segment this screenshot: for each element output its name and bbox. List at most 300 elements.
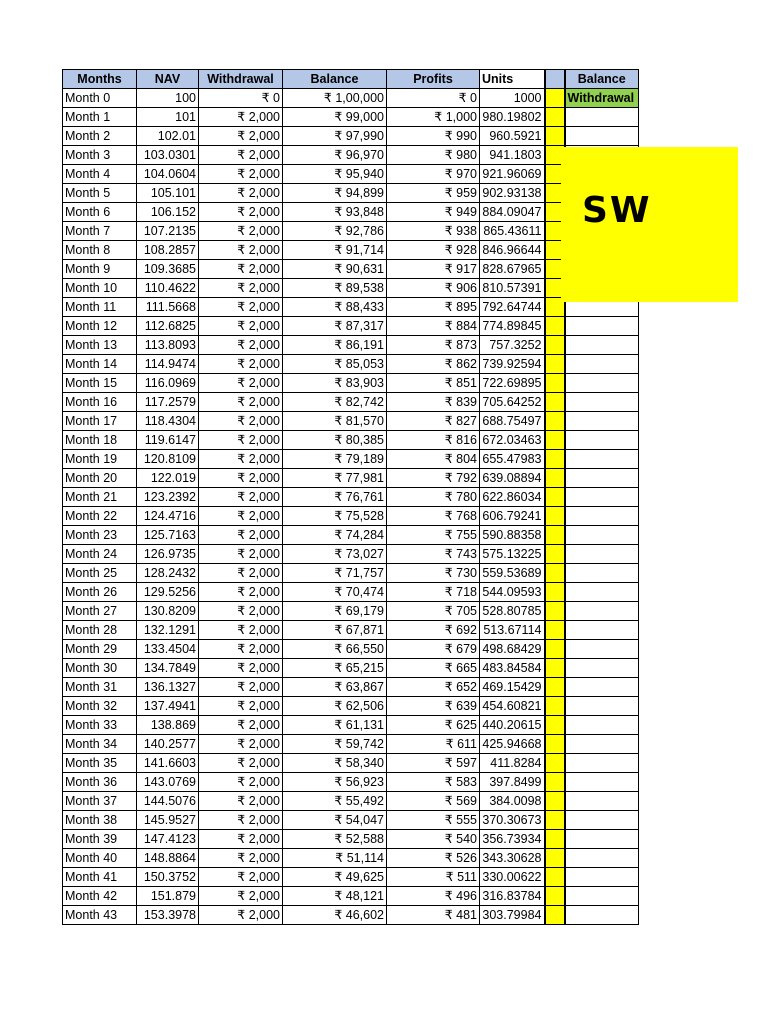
cell-nav[interactable]: 124.4716	[137, 507, 199, 526]
cell-profits[interactable]: ₹ 639	[387, 697, 480, 716]
cell-balance[interactable]: ₹ 61,131	[283, 716, 387, 735]
cell-balance[interactable]: ₹ 87,317	[283, 317, 387, 336]
cell-empty[interactable]	[565, 887, 639, 906]
cell-month[interactable]: Month 35	[63, 754, 137, 773]
cell-month[interactable]: Month 5	[63, 184, 137, 203]
cell-empty[interactable]	[565, 773, 639, 792]
cell-withdrawal[interactable]: ₹ 2,000	[199, 203, 283, 222]
cell-withdrawal[interactable]: ₹ 2,000	[199, 450, 283, 469]
cell-units[interactable]: 980.19802	[480, 108, 545, 127]
separator-column-cell[interactable]	[545, 735, 565, 754]
cell-withdrawal[interactable]: ₹ 2,000	[199, 735, 283, 754]
cell-balance[interactable]: ₹ 63,867	[283, 678, 387, 697]
cell-withdrawal[interactable]: ₹ 2,000	[199, 412, 283, 431]
cell-withdrawal[interactable]: ₹ 2,000	[199, 659, 283, 678]
cell-units[interactable]: 774.89845	[480, 317, 545, 336]
cell-empty[interactable]	[565, 336, 639, 355]
cell-nav[interactable]: 148.8864	[137, 849, 199, 868]
separator-column-cell[interactable]	[545, 697, 565, 716]
cell-month[interactable]: Month 34	[63, 735, 137, 754]
cell-empty[interactable]	[565, 431, 639, 450]
cell-withdrawal[interactable]: ₹ 2,000	[199, 887, 283, 906]
cell-withdrawal[interactable]: ₹ 2,000	[199, 545, 283, 564]
cell-empty[interactable]	[565, 621, 639, 640]
cell-empty[interactable]	[565, 108, 639, 127]
cell-month[interactable]: Month 7	[63, 222, 137, 241]
cell-units[interactable]: 846.96644	[480, 241, 545, 260]
cell-nav[interactable]: 143.0769	[137, 773, 199, 792]
cell-empty[interactable]	[565, 583, 639, 602]
cell-units[interactable]: 411.8284	[480, 754, 545, 773]
separator-column-cell[interactable]	[545, 488, 565, 507]
cell-profits[interactable]: ₹ 792	[387, 469, 480, 488]
separator-column-cell[interactable]	[545, 906, 565, 925]
cell-nav[interactable]: 113.8093	[137, 336, 199, 355]
cell-balance[interactable]: ₹ 48,121	[283, 887, 387, 906]
cell-balance[interactable]: ₹ 97,990	[283, 127, 387, 146]
cell-nav[interactable]: 109.3685	[137, 260, 199, 279]
cell-profits[interactable]: ₹ 816	[387, 431, 480, 450]
cell-empty[interactable]	[565, 317, 639, 336]
cell-nav[interactable]: 129.5256	[137, 583, 199, 602]
cell-profits[interactable]: ₹ 949	[387, 203, 480, 222]
cell-balance[interactable]: ₹ 99,000	[283, 108, 387, 127]
cell-balance[interactable]: ₹ 49,625	[283, 868, 387, 887]
header-balance[interactable]: Balance	[283, 70, 387, 89]
cell-balance[interactable]: ₹ 96,970	[283, 146, 387, 165]
cell-nav[interactable]: 103.0301	[137, 146, 199, 165]
side-label-withdrawal[interactable]: Withdrawal	[565, 89, 639, 108]
cell-balance[interactable]: ₹ 80,385	[283, 431, 387, 450]
cell-units[interactable]: 513.67114	[480, 621, 545, 640]
cell-balance[interactable]: ₹ 67,871	[283, 621, 387, 640]
cell-withdrawal[interactable]: ₹ 2,000	[199, 602, 283, 621]
cell-balance[interactable]: ₹ 66,550	[283, 640, 387, 659]
cell-month[interactable]: Month 39	[63, 830, 137, 849]
cell-balance[interactable]: ₹ 52,588	[283, 830, 387, 849]
cell-nav[interactable]: 110.4622	[137, 279, 199, 298]
cell-balance[interactable]: ₹ 91,714	[283, 241, 387, 260]
cell-profits[interactable]: ₹ 597	[387, 754, 480, 773]
cell-month[interactable]: Month 13	[63, 336, 137, 355]
separator-column-cell[interactable]	[545, 450, 565, 469]
cell-profits[interactable]: ₹ 511	[387, 868, 480, 887]
cell-profits[interactable]: ₹ 906	[387, 279, 480, 298]
cell-month[interactable]: Month 15	[63, 374, 137, 393]
cell-profits[interactable]: ₹ 718	[387, 583, 480, 602]
cell-nav[interactable]: 137.4941	[137, 697, 199, 716]
cell-profits[interactable]: ₹ 851	[387, 374, 480, 393]
cell-month[interactable]: Month 6	[63, 203, 137, 222]
cell-balance[interactable]: ₹ 55,492	[283, 792, 387, 811]
cell-nav[interactable]: 111.5668	[137, 298, 199, 317]
cell-balance[interactable]: ₹ 46,602	[283, 906, 387, 925]
cell-profits[interactable]: ₹ 583	[387, 773, 480, 792]
cell-month[interactable]: Month 18	[63, 431, 137, 450]
cell-profits[interactable]: ₹ 0	[387, 89, 480, 108]
cell-withdrawal[interactable]: ₹ 2,000	[199, 868, 283, 887]
cell-balance[interactable]: ₹ 54,047	[283, 811, 387, 830]
cell-empty[interactable]	[565, 716, 639, 735]
cell-month[interactable]: Month 43	[63, 906, 137, 925]
cell-balance[interactable]: ₹ 70,474	[283, 583, 387, 602]
cell-profits[interactable]: ₹ 862	[387, 355, 480, 374]
cell-empty[interactable]	[565, 602, 639, 621]
separator-column-cell[interactable]	[545, 640, 565, 659]
cell-balance[interactable]: ₹ 75,528	[283, 507, 387, 526]
cell-month[interactable]: Month 24	[63, 545, 137, 564]
cell-nav[interactable]: 147.4123	[137, 830, 199, 849]
cell-units[interactable]: 902.93138	[480, 184, 545, 203]
cell-units[interactable]: 722.69895	[480, 374, 545, 393]
cell-balance[interactable]: ₹ 51,114	[283, 849, 387, 868]
cell-nav[interactable]: 123.2392	[137, 488, 199, 507]
cell-profits[interactable]: ₹ 980	[387, 146, 480, 165]
cell-nav[interactable]: 125.7163	[137, 526, 199, 545]
separator-column-cell[interactable]	[545, 431, 565, 450]
side-label-balance[interactable]: Balance	[565, 70, 639, 89]
cell-units[interactable]: 1000	[480, 89, 545, 108]
cell-units[interactable]: 528.80785	[480, 602, 545, 621]
cell-month[interactable]: Month 1	[63, 108, 137, 127]
cell-withdrawal[interactable]: ₹ 2,000	[199, 507, 283, 526]
cell-units[interactable]: 440.20615	[480, 716, 545, 735]
cell-withdrawal[interactable]: ₹ 2,000	[199, 640, 283, 659]
cell-units[interactable]: 622.86034	[480, 488, 545, 507]
separator-column-cell[interactable]	[545, 412, 565, 431]
separator-column-cell[interactable]	[545, 564, 565, 583]
cell-units[interactable]: 688.75497	[480, 412, 545, 431]
cell-units[interactable]: 865.43611	[480, 222, 545, 241]
cell-empty[interactable]	[565, 906, 639, 925]
cell-withdrawal[interactable]: ₹ 2,000	[199, 222, 283, 241]
cell-balance[interactable]: ₹ 58,340	[283, 754, 387, 773]
cell-units[interactable]: 498.68429	[480, 640, 545, 659]
cell-empty[interactable]	[565, 127, 639, 146]
cell-withdrawal[interactable]: ₹ 2,000	[199, 469, 283, 488]
cell-profits[interactable]: ₹ 679	[387, 640, 480, 659]
cell-nav[interactable]: 150.3752	[137, 868, 199, 887]
cell-withdrawal[interactable]: ₹ 2,000	[199, 488, 283, 507]
cell-balance[interactable]: ₹ 90,631	[283, 260, 387, 279]
cell-units[interactable]: 469.15429	[480, 678, 545, 697]
cell-withdrawal[interactable]: ₹ 2,000	[199, 336, 283, 355]
cell-month[interactable]: Month 28	[63, 621, 137, 640]
separator-column-cell[interactable]	[545, 830, 565, 849]
cell-nav[interactable]: 133.4504	[137, 640, 199, 659]
cell-balance[interactable]: ₹ 59,742	[283, 735, 387, 754]
cell-profits[interactable]: ₹ 743	[387, 545, 480, 564]
cell-balance[interactable]: ₹ 62,506	[283, 697, 387, 716]
cell-empty[interactable]	[565, 678, 639, 697]
cell-withdrawal[interactable]: ₹ 2,000	[199, 830, 283, 849]
cell-month[interactable]: Month 31	[63, 678, 137, 697]
cell-units[interactable]: 757.3252	[480, 336, 545, 355]
cell-withdrawal[interactable]: ₹ 2,000	[199, 431, 283, 450]
cell-profits[interactable]: ₹ 625	[387, 716, 480, 735]
cell-balance[interactable]: ₹ 94,899	[283, 184, 387, 203]
cell-balance[interactable]: ₹ 76,761	[283, 488, 387, 507]
cell-profits[interactable]: ₹ 526	[387, 849, 480, 868]
header-profits[interactable]: Profits	[387, 70, 480, 89]
cell-balance[interactable]: ₹ 86,191	[283, 336, 387, 355]
cell-units[interactable]: 705.64252	[480, 393, 545, 412]
cell-withdrawal[interactable]: ₹ 2,000	[199, 241, 283, 260]
cell-empty[interactable]	[565, 849, 639, 868]
header-units[interactable]: Units	[480, 70, 545, 89]
cell-units[interactable]: 356.73934	[480, 830, 545, 849]
cell-profits[interactable]: ₹ 665	[387, 659, 480, 678]
cell-withdrawal[interactable]: ₹ 2,000	[199, 184, 283, 203]
cell-nav[interactable]: 153.3978	[137, 906, 199, 925]
cell-units[interactable]: 739.92594	[480, 355, 545, 374]
cell-profits[interactable]: ₹ 755	[387, 526, 480, 545]
cell-profits[interactable]: ₹ 496	[387, 887, 480, 906]
cell-nav[interactable]: 101	[137, 108, 199, 127]
cell-units[interactable]: 921.96069	[480, 165, 545, 184]
cell-withdrawal[interactable]: ₹ 2,000	[199, 678, 283, 697]
cell-profits[interactable]: ₹ 540	[387, 830, 480, 849]
cell-empty[interactable]	[565, 450, 639, 469]
cell-empty[interactable]	[565, 697, 639, 716]
separator-column-cell[interactable]	[545, 317, 565, 336]
cell-nav[interactable]: 138.869	[137, 716, 199, 735]
separator-column-cell[interactable]	[545, 773, 565, 792]
cell-withdrawal[interactable]: ₹ 2,000	[199, 697, 283, 716]
cell-nav[interactable]: 102.01	[137, 127, 199, 146]
cell-units[interactable]: 960.5921	[480, 127, 545, 146]
cell-units[interactable]: 303.79984	[480, 906, 545, 925]
cell-balance[interactable]: ₹ 77,981	[283, 469, 387, 488]
cell-empty[interactable]	[565, 412, 639, 431]
cell-profits[interactable]: ₹ 884	[387, 317, 480, 336]
cell-withdrawal[interactable]: ₹ 2,000	[199, 773, 283, 792]
cell-month[interactable]: Month 30	[63, 659, 137, 678]
cell-month[interactable]: Month 42	[63, 887, 137, 906]
cell-nav[interactable]: 116.0969	[137, 374, 199, 393]
cell-nav[interactable]: 104.0604	[137, 165, 199, 184]
cell-profits[interactable]: ₹ 990	[387, 127, 480, 146]
cell-month[interactable]: Month 16	[63, 393, 137, 412]
cell-units[interactable]: 454.60821	[480, 697, 545, 716]
cell-profits[interactable]: ₹ 611	[387, 735, 480, 754]
cell-balance[interactable]: ₹ 71,757	[283, 564, 387, 583]
cell-units[interactable]: 810.57391	[480, 279, 545, 298]
cell-nav[interactable]: 122.019	[137, 469, 199, 488]
cell-units[interactable]: 884.09047	[480, 203, 545, 222]
separator-column-cell[interactable]	[545, 811, 565, 830]
cell-units[interactable]: 330.00622	[480, 868, 545, 887]
cell-units[interactable]: 316.83784	[480, 887, 545, 906]
cell-month[interactable]: Month 37	[63, 792, 137, 811]
separator-column-cell[interactable]	[545, 868, 565, 887]
separator-column-cell[interactable]	[545, 70, 565, 89]
cell-units[interactable]: 575.13225	[480, 545, 545, 564]
cell-month[interactable]: Month 40	[63, 849, 137, 868]
separator-column-cell[interactable]	[545, 469, 565, 488]
cell-month[interactable]: Month 11	[63, 298, 137, 317]
cell-empty[interactable]	[565, 792, 639, 811]
cell-withdrawal[interactable]: ₹ 2,000	[199, 754, 283, 773]
separator-column-cell[interactable]	[545, 127, 565, 146]
cell-month[interactable]: Month 14	[63, 355, 137, 374]
separator-column-cell[interactable]	[545, 393, 565, 412]
cell-month[interactable]: Month 27	[63, 602, 137, 621]
separator-column-cell[interactable]	[545, 336, 565, 355]
cell-month[interactable]: Month 0	[63, 89, 137, 108]
cell-nav[interactable]: 151.879	[137, 887, 199, 906]
cell-profits[interactable]: ₹ 827	[387, 412, 480, 431]
separator-column-cell[interactable]	[545, 374, 565, 393]
cell-empty[interactable]	[565, 374, 639, 393]
cell-profits[interactable]: ₹ 970	[387, 165, 480, 184]
cell-profits[interactable]: ₹ 569	[387, 792, 480, 811]
cell-nav[interactable]: 136.1327	[137, 678, 199, 697]
cell-withdrawal[interactable]: ₹ 2,000	[199, 811, 283, 830]
cell-withdrawal[interactable]: ₹ 2,000	[199, 108, 283, 127]
cell-withdrawal[interactable]: ₹ 2,000	[199, 146, 283, 165]
separator-column-cell[interactable]	[545, 355, 565, 374]
cell-nav[interactable]: 130.8209	[137, 602, 199, 621]
cell-units[interactable]: 672.03463	[480, 431, 545, 450]
cell-profits[interactable]: ₹ 481	[387, 906, 480, 925]
cell-month[interactable]: Month 23	[63, 526, 137, 545]
cell-withdrawal[interactable]: ₹ 2,000	[199, 526, 283, 545]
header-nav[interactable]: NAV	[137, 70, 199, 89]
cell-profits[interactable]: ₹ 873	[387, 336, 480, 355]
cell-balance[interactable]: ₹ 83,903	[283, 374, 387, 393]
cell-profits[interactable]: ₹ 938	[387, 222, 480, 241]
separator-column-cell[interactable]	[545, 792, 565, 811]
cell-profits[interactable]: ₹ 959	[387, 184, 480, 203]
cell-empty[interactable]	[565, 545, 639, 564]
cell-month[interactable]: Month 26	[63, 583, 137, 602]
cell-month[interactable]: Month 33	[63, 716, 137, 735]
cell-month[interactable]: Month 22	[63, 507, 137, 526]
cell-units[interactable]: 397.8499	[480, 773, 545, 792]
cell-month[interactable]: Month 3	[63, 146, 137, 165]
cell-nav[interactable]: 140.2577	[137, 735, 199, 754]
cell-withdrawal[interactable]: ₹ 2,000	[199, 355, 283, 374]
cell-month[interactable]: Month 36	[63, 773, 137, 792]
cell-withdrawal[interactable]: ₹ 2,000	[199, 849, 283, 868]
cell-balance[interactable]: ₹ 73,027	[283, 545, 387, 564]
cell-profits[interactable]: ₹ 928	[387, 241, 480, 260]
cell-nav[interactable]: 114.9474	[137, 355, 199, 374]
cell-withdrawal[interactable]: ₹ 2,000	[199, 792, 283, 811]
cell-empty[interactable]	[565, 830, 639, 849]
cell-nav[interactable]: 117.2579	[137, 393, 199, 412]
cell-month[interactable]: Month 20	[63, 469, 137, 488]
cell-withdrawal[interactable]: ₹ 2,000	[199, 716, 283, 735]
cell-balance[interactable]: ₹ 93,848	[283, 203, 387, 222]
cell-balance[interactable]: ₹ 81,570	[283, 412, 387, 431]
cell-profits[interactable]: ₹ 692	[387, 621, 480, 640]
cell-units[interactable]: 370.30673	[480, 811, 545, 830]
cell-profits[interactable]: ₹ 1,000	[387, 108, 480, 127]
cell-units[interactable]: 655.47983	[480, 450, 545, 469]
cell-units[interactable]: 343.30628	[480, 849, 545, 868]
cell-units[interactable]: 941.1803	[480, 146, 545, 165]
separator-column-cell[interactable]	[545, 887, 565, 906]
cell-withdrawal[interactable]: ₹ 2,000	[199, 906, 283, 925]
cell-month[interactable]: Month 9	[63, 260, 137, 279]
cell-empty[interactable]	[565, 659, 639, 678]
cell-month[interactable]: Month 19	[63, 450, 137, 469]
cell-units[interactable]: 559.53689	[480, 564, 545, 583]
cell-withdrawal[interactable]: ₹ 2,000	[199, 279, 283, 298]
cell-withdrawal[interactable]: ₹ 2,000	[199, 165, 283, 184]
cell-profits[interactable]: ₹ 917	[387, 260, 480, 279]
cell-withdrawal[interactable]: ₹ 2,000	[199, 621, 283, 640]
cell-empty[interactable]	[565, 735, 639, 754]
cell-units[interactable]: 544.09593	[480, 583, 545, 602]
cell-nav[interactable]: 132.1291	[137, 621, 199, 640]
cell-empty[interactable]	[565, 526, 639, 545]
cell-month[interactable]: Month 29	[63, 640, 137, 659]
cell-month[interactable]: Month 32	[63, 697, 137, 716]
cell-nav[interactable]: 126.9735	[137, 545, 199, 564]
cell-empty[interactable]	[565, 640, 639, 659]
cell-nav[interactable]: 112.6825	[137, 317, 199, 336]
cell-balance[interactable]: ₹ 85,053	[283, 355, 387, 374]
cell-empty[interactable]	[565, 811, 639, 830]
separator-column-cell[interactable]	[545, 754, 565, 773]
separator-column-cell[interactable]	[545, 659, 565, 678]
cell-month[interactable]: Month 8	[63, 241, 137, 260]
cell-units[interactable]: 384.0098	[480, 792, 545, 811]
cell-profits[interactable]: ₹ 730	[387, 564, 480, 583]
cell-profits[interactable]: ₹ 804	[387, 450, 480, 469]
cell-month[interactable]: Month 10	[63, 279, 137, 298]
cell-month[interactable]: Month 12	[63, 317, 137, 336]
cell-balance[interactable]: ₹ 82,742	[283, 393, 387, 412]
cell-balance[interactable]: ₹ 88,433	[283, 298, 387, 317]
cell-units[interactable]: 425.94668	[480, 735, 545, 754]
cell-month[interactable]: Month 17	[63, 412, 137, 431]
separator-column-cell[interactable]	[545, 583, 565, 602]
cell-profits[interactable]: ₹ 780	[387, 488, 480, 507]
cell-nav[interactable]: 128.2432	[137, 564, 199, 583]
cell-units[interactable]: 606.79241	[480, 507, 545, 526]
cell-withdrawal[interactable]: ₹ 2,000	[199, 127, 283, 146]
cell-withdrawal[interactable]: ₹ 2,000	[199, 374, 283, 393]
separator-column-cell[interactable]	[545, 89, 565, 108]
cell-month[interactable]: Month 4	[63, 165, 137, 184]
cell-balance[interactable]: ₹ 65,215	[283, 659, 387, 678]
cell-nav[interactable]: 145.9527	[137, 811, 199, 830]
separator-column-cell[interactable]	[545, 108, 565, 127]
cell-withdrawal[interactable]: ₹ 2,000	[199, 298, 283, 317]
cell-empty[interactable]	[565, 564, 639, 583]
separator-column-cell[interactable]	[545, 526, 565, 545]
cell-nav[interactable]: 118.4304	[137, 412, 199, 431]
cell-empty[interactable]	[565, 469, 639, 488]
cell-nav[interactable]: 106.152	[137, 203, 199, 222]
cell-units[interactable]: 792.64744	[480, 298, 545, 317]
cell-nav[interactable]: 144.5076	[137, 792, 199, 811]
cell-units[interactable]: 483.84584	[480, 659, 545, 678]
cell-units[interactable]: 639.08894	[480, 469, 545, 488]
cell-withdrawal[interactable]: ₹ 2,000	[199, 564, 283, 583]
separator-column-cell[interactable]	[545, 602, 565, 621]
cell-units[interactable]: 828.67965	[480, 260, 545, 279]
cell-balance[interactable]: ₹ 79,189	[283, 450, 387, 469]
cell-balance[interactable]: ₹ 69,179	[283, 602, 387, 621]
cell-profits[interactable]: ₹ 895	[387, 298, 480, 317]
separator-column-cell[interactable]	[545, 849, 565, 868]
cell-withdrawal[interactable]: ₹ 2,000	[199, 260, 283, 279]
